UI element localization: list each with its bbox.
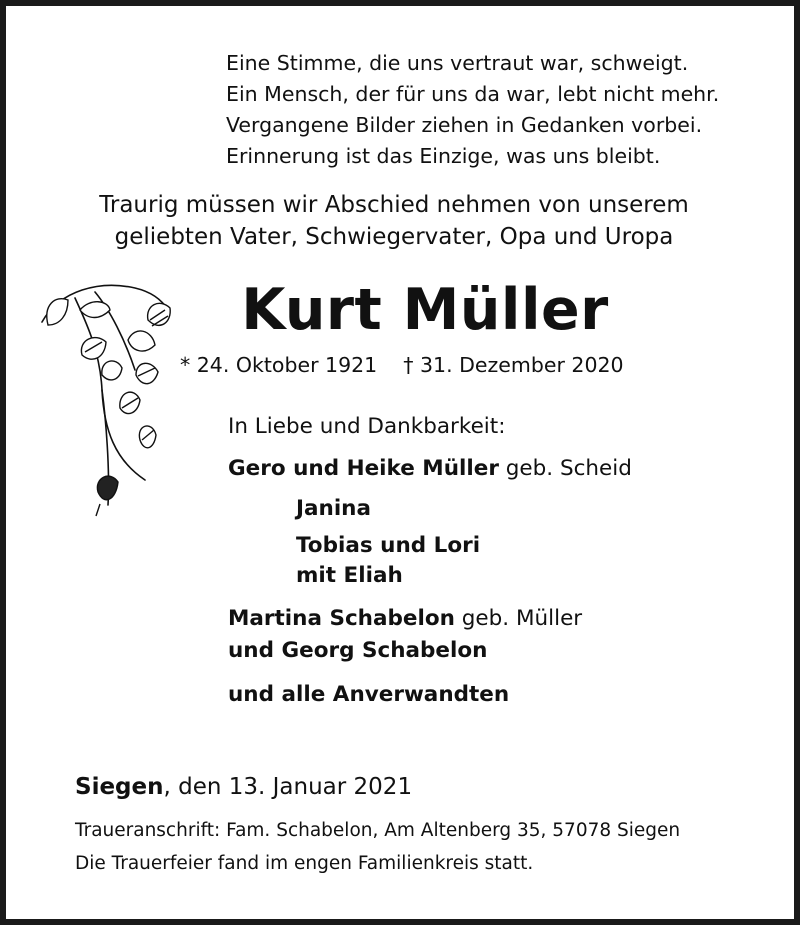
family1-names: Gero und Heike Müller [228, 456, 499, 481]
grandchild-1-name: Janina [296, 496, 371, 521]
great-grandchild-name: mit Eliah [296, 563, 403, 588]
place-date [75, 774, 412, 800]
ceremony-note: Die Trauerfeier fand im engen Familienkreis statt. [75, 853, 534, 874]
poem-line: Vergangene Bilder ziehen in Gedanken vorbei. [226, 113, 703, 137]
intro-line-2: geliebten Vater, Schwiegervater, Opa und Uropa [114, 224, 674, 250]
life-dates [180, 350, 624, 380]
family2-names: Martina Schabelon [228, 606, 455, 631]
family1-nee: geb. Scheid [498, 456, 632, 481]
great-grandchild [296, 563, 403, 588]
mourner-family-2-partner [228, 638, 487, 663]
grandchild-2-name: Tobias und Lori [296, 533, 481, 558]
family2-partner-name: und Georg Schabelon [228, 638, 488, 663]
grandchild-1 [296, 496, 371, 521]
family2-nee: geb. Müller [454, 606, 583, 631]
birth-date: * 24. Oktober 1921 [180, 353, 378, 377]
poem-line: Eine Stimme, die uns vertraut war, schweigt. [226, 51, 689, 75]
mourner-family-2 [228, 606, 582, 631]
poem-line: Ein Mensch, der für uns da war, lebt nicht mehr. [226, 82, 720, 106]
mourning-address: Traueranschrift: Fam. Schabelon, Am Altenberg 35, 57078 Siegen [75, 820, 681, 841]
farewell-intro [0, 189, 788, 253]
mourners-heading: In Liebe und Dankbarkeit: [228, 414, 506, 439]
poem-line: Erinnerung ist das Einzige, was uns bleibt. [226, 144, 661, 168]
relatives-text: und alle Anverwandten [228, 682, 510, 707]
date-text: , den 13. Januar 2021 [163, 774, 413, 800]
mourner-family-1 [228, 456, 632, 481]
other-relatives [228, 682, 509, 707]
memorial-poem [226, 48, 719, 172]
deceased-name: Kurt Müller [241, 277, 609, 343]
death-date: † 31. Dezember 2020 [403, 353, 624, 377]
intro-line-1: Traurig müssen wir Abschied nehmen von unserem [99, 192, 689, 218]
place-name: Siegen [75, 774, 164, 800]
grandchild-2 [296, 533, 480, 558]
